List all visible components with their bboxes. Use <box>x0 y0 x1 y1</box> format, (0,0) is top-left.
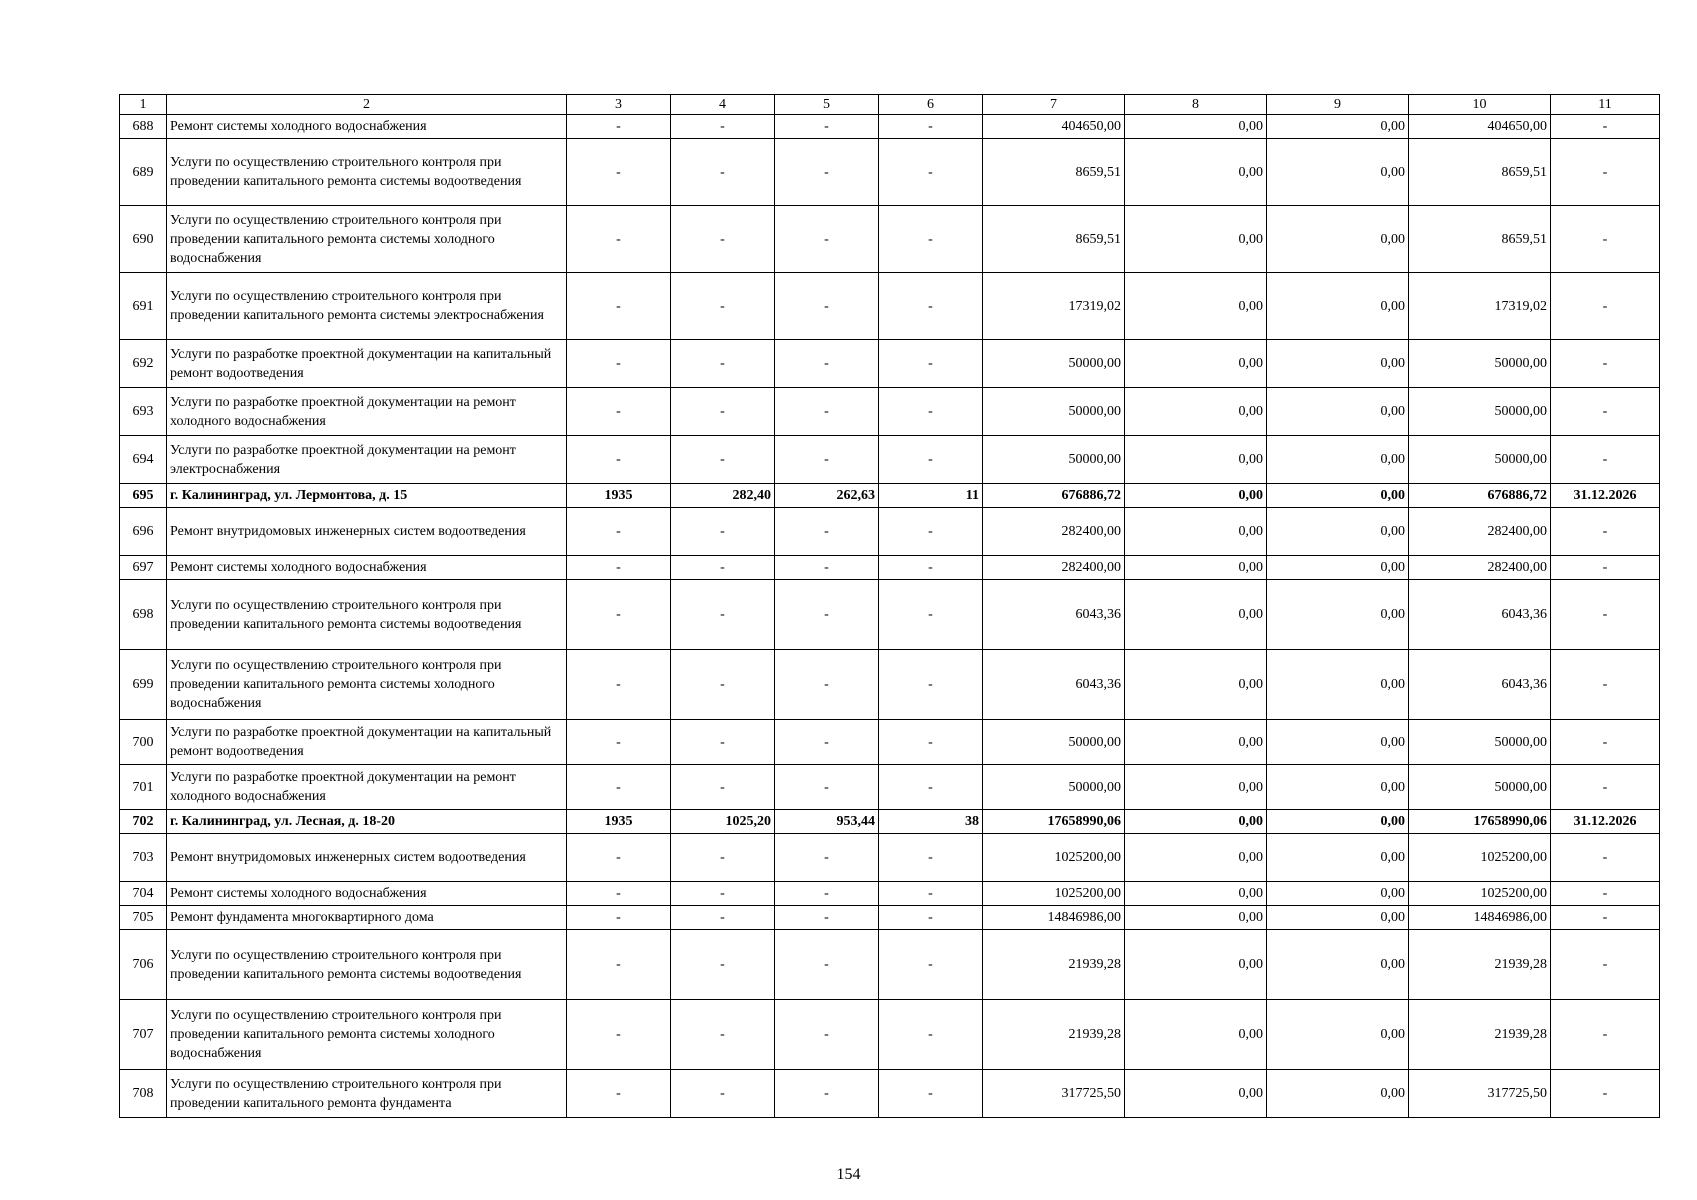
column-4-cell: - <box>671 650 775 720</box>
column-8-cell: 0,00 <box>1125 206 1267 273</box>
work-name-cell: Ремонт фундамента многоквартирного дома <box>167 906 567 930</box>
row-number-cell: 692 <box>120 340 167 388</box>
column-10-cell: 14846986,00 <box>1409 906 1551 930</box>
deadline-cell: - <box>1551 580 1660 650</box>
column-10-cell: 17319,02 <box>1409 273 1551 340</box>
column-9-cell: 0,00 <box>1267 436 1409 484</box>
column-3-cell: - <box>567 436 671 484</box>
column-6-cell: - <box>879 139 983 206</box>
column-10-cell: 21939,28 <box>1409 1000 1551 1070</box>
column-4-cell: 282,40 <box>671 484 775 508</box>
column-header: 5 <box>775 95 879 115</box>
row-number-cell: 706 <box>120 930 167 1000</box>
deadline-cell: - <box>1551 834 1660 882</box>
table-row <box>120 139 1660 206</box>
table-row <box>120 388 1660 436</box>
column-5-cell: - <box>775 650 879 720</box>
column-header: 9 <box>1267 95 1409 115</box>
table-body <box>120 115 1660 1118</box>
column-6-cell: 38 <box>879 810 983 834</box>
column-8-cell: 0,00 <box>1125 139 1267 206</box>
table-row <box>120 1070 1660 1118</box>
column-9-cell: 0,00 <box>1267 139 1409 206</box>
column-10-cell: 8659,51 <box>1409 206 1551 273</box>
column-10-cell: 6043,36 <box>1409 650 1551 720</box>
work-name-cell: Услуги по осуществлению строительного контроля при проведении капитального ремонта системы водоотведения <box>167 139 567 206</box>
work-name-cell: Ремонт внутридомовых инженерных систем водоотведения <box>167 834 567 882</box>
column-8-cell: 0,00 <box>1125 882 1267 906</box>
column-9-cell: 0,00 <box>1267 388 1409 436</box>
column-4-cell: - <box>671 906 775 930</box>
column-5-cell: 262,63 <box>775 484 879 508</box>
work-name-cell: Услуги по разработке проектной документации на ремонт холодного водоснабжения <box>167 388 567 436</box>
table-row <box>120 906 1660 930</box>
column-9-cell: 0,00 <box>1267 720 1409 765</box>
column-5-cell: - <box>775 139 879 206</box>
column-8-cell: 0,00 <box>1125 834 1267 882</box>
column-7-cell: 50000,00 <box>983 340 1125 388</box>
column-8-cell: 0,00 <box>1125 115 1267 139</box>
column-8-cell: 0,00 <box>1125 388 1267 436</box>
table-row <box>120 556 1660 580</box>
column-7-cell: 282400,00 <box>983 556 1125 580</box>
column-8-cell: 0,00 <box>1125 1000 1267 1070</box>
column-4-cell: - <box>671 115 775 139</box>
row-number-cell: 700 <box>120 720 167 765</box>
column-8-cell: 0,00 <box>1125 273 1267 340</box>
column-10-cell: 50000,00 <box>1409 388 1551 436</box>
column-7-cell: 17319,02 <box>983 273 1125 340</box>
column-5-cell: - <box>775 1070 879 1118</box>
column-6-cell: - <box>879 580 983 650</box>
column-4-cell: - <box>671 882 775 906</box>
column-10-cell: 50000,00 <box>1409 436 1551 484</box>
column-10-cell: 21939,28 <box>1409 930 1551 1000</box>
deadline-cell: - <box>1551 1070 1660 1118</box>
column-3-cell: - <box>567 930 671 1000</box>
deadline-cell: - <box>1551 388 1660 436</box>
deadline-cell: - <box>1551 340 1660 388</box>
column-header: 10 <box>1409 95 1551 115</box>
table-row <box>120 720 1660 765</box>
column-6-cell: - <box>879 882 983 906</box>
column-10-cell: 1025200,00 <box>1409 882 1551 906</box>
column-10-cell: 50000,00 <box>1409 720 1551 765</box>
column-9-cell: 0,00 <box>1267 650 1409 720</box>
deadline-cell: - <box>1551 115 1660 139</box>
column-6-cell: - <box>879 508 983 556</box>
column-9-cell: 0,00 <box>1267 206 1409 273</box>
table-row <box>120 340 1660 388</box>
column-8-cell: 0,00 <box>1125 340 1267 388</box>
work-name-cell: Услуги по осуществлению строительного контроля при проведении капитального ремонта системы водоотведения <box>167 930 567 1000</box>
deadline-cell: - <box>1551 1000 1660 1070</box>
table-row <box>120 206 1660 273</box>
column-6-cell: - <box>879 556 983 580</box>
column-header: 11 <box>1551 95 1660 115</box>
column-8-cell: 0,00 <box>1125 556 1267 580</box>
column-4-cell: - <box>671 388 775 436</box>
row-number-cell: 691 <box>120 273 167 340</box>
column-4-cell: - <box>671 508 775 556</box>
column-7-cell: 50000,00 <box>983 388 1125 436</box>
column-7-cell: 21939,28 <box>983 1000 1125 1070</box>
deadline-cell: 31.12.2026 <box>1551 484 1660 508</box>
column-3-cell: - <box>567 1000 671 1070</box>
table-row <box>120 508 1660 556</box>
deadline-cell: - <box>1551 720 1660 765</box>
table-row <box>120 882 1660 906</box>
column-7-cell: 676886,72 <box>983 484 1125 508</box>
column-9-cell: 0,00 <box>1267 115 1409 139</box>
table-row <box>120 650 1660 720</box>
column-4-cell: - <box>671 139 775 206</box>
column-9-cell: 0,00 <box>1267 484 1409 508</box>
column-10-cell: 8659,51 <box>1409 139 1551 206</box>
column-9-cell: 0,00 <box>1267 810 1409 834</box>
column-9-cell: 0,00 <box>1267 556 1409 580</box>
work-name-cell: Услуги по разработке проектной документации на капитальный ремонт водоотведения <box>167 720 567 765</box>
work-name-cell: Ремонт системы холодного водоснабжения <box>167 882 567 906</box>
row-number-cell: 693 <box>120 388 167 436</box>
column-5-cell: - <box>775 273 879 340</box>
column-5-cell: - <box>775 906 879 930</box>
column-5-cell: - <box>775 508 879 556</box>
column-3-cell: - <box>567 388 671 436</box>
column-3-cell: - <box>567 834 671 882</box>
column-7-cell: 8659,51 <box>983 206 1125 273</box>
column-10-cell: 317725,50 <box>1409 1070 1551 1118</box>
column-3-cell: - <box>567 720 671 765</box>
column-4-cell: - <box>671 436 775 484</box>
column-3-cell: - <box>567 765 671 810</box>
column-7-cell: 6043,36 <box>983 580 1125 650</box>
row-number-cell: 701 <box>120 765 167 810</box>
column-10-cell: 282400,00 <box>1409 556 1551 580</box>
data-table <box>119 94 1660 1118</box>
column-3-cell: - <box>567 580 671 650</box>
column-10-cell: 404650,00 <box>1409 115 1551 139</box>
work-name-cell: Ремонт системы холодного водоснабжения <box>167 115 567 139</box>
column-4-cell: - <box>671 340 775 388</box>
work-name-cell: Ремонт внутридомовых инженерных систем водоотведения <box>167 508 567 556</box>
work-name-cell: Ремонт системы холодного водоснабжения <box>167 556 567 580</box>
work-name-cell: Услуги по осуществлению строительного контроля при проведении капитального ремонта системы холодного водоснабжения <box>167 1000 567 1070</box>
column-3-cell: - <box>567 906 671 930</box>
column-8-cell: 0,00 <box>1125 580 1267 650</box>
column-7-cell: 50000,00 <box>983 720 1125 765</box>
table-row <box>120 484 1660 508</box>
column-3-cell: - <box>567 273 671 340</box>
column-3-cell: - <box>567 1070 671 1118</box>
column-4-cell: - <box>671 930 775 1000</box>
column-5-cell: 953,44 <box>775 810 879 834</box>
column-8-cell: 0,00 <box>1125 930 1267 1000</box>
row-number-cell: 707 <box>120 1000 167 1070</box>
column-4-cell: - <box>671 765 775 810</box>
row-number-cell: 697 <box>120 556 167 580</box>
column-6-cell: - <box>879 436 983 484</box>
column-9-cell: 0,00 <box>1267 1070 1409 1118</box>
column-4-cell: 1025,20 <box>671 810 775 834</box>
column-10-cell: 50000,00 <box>1409 765 1551 810</box>
column-7-cell: 1025200,00 <box>983 834 1125 882</box>
column-7-cell: 21939,28 <box>983 930 1125 1000</box>
column-6-cell: - <box>879 340 983 388</box>
column-header: 8 <box>1125 95 1267 115</box>
work-name-cell: Услуги по осуществлению строительного контроля при проведении капитального ремонта фундамента <box>167 1070 567 1118</box>
deadline-cell: - <box>1551 930 1660 1000</box>
row-number-cell: 704 <box>120 882 167 906</box>
column-4-cell: - <box>671 273 775 340</box>
column-5-cell: - <box>775 580 879 650</box>
column-6-cell: - <box>879 206 983 273</box>
column-10-cell: 50000,00 <box>1409 340 1551 388</box>
work-name-cell: г. Калининград, ул. Лесная, д. 18-20 <box>167 810 567 834</box>
column-10-cell: 1025200,00 <box>1409 834 1551 882</box>
column-8-cell: 0,00 <box>1125 484 1267 508</box>
column-7-cell: 6043,36 <box>983 650 1125 720</box>
row-number-cell: 699 <box>120 650 167 720</box>
column-9-cell: 0,00 <box>1267 1000 1409 1070</box>
column-5-cell: - <box>775 340 879 388</box>
column-7-cell: 1025200,00 <box>983 882 1125 906</box>
row-number-cell: 688 <box>120 115 167 139</box>
column-10-cell: 676886,72 <box>1409 484 1551 508</box>
deadline-cell: - <box>1551 765 1660 810</box>
row-number-cell: 705 <box>120 906 167 930</box>
column-6-cell: - <box>879 930 983 1000</box>
column-8-cell: 0,00 <box>1125 436 1267 484</box>
column-3-cell: - <box>567 115 671 139</box>
column-3-cell: 1935 <box>567 810 671 834</box>
column-3-cell: - <box>567 340 671 388</box>
column-5-cell: - <box>775 834 879 882</box>
column-3-cell: - <box>567 882 671 906</box>
column-10-cell: 282400,00 <box>1409 508 1551 556</box>
table-row <box>120 765 1660 810</box>
column-9-cell: 0,00 <box>1267 273 1409 340</box>
column-8-cell: 0,00 <box>1125 906 1267 930</box>
column-4-cell: - <box>671 720 775 765</box>
column-10-cell: 6043,36 <box>1409 580 1551 650</box>
column-7-cell: 17658990,06 <box>983 810 1125 834</box>
column-4-cell: - <box>671 556 775 580</box>
column-6-cell: - <box>879 906 983 930</box>
column-9-cell: 0,00 <box>1267 882 1409 906</box>
work-name-cell: Услуги по разработке проектной документации на ремонт холодного водоснабжения <box>167 765 567 810</box>
column-5-cell: - <box>775 765 879 810</box>
column-5-cell: - <box>775 882 879 906</box>
table-row <box>120 273 1660 340</box>
column-8-cell: 0,00 <box>1125 810 1267 834</box>
work-name-cell: Услуги по разработке проектной документации на ремонт электроснабжения <box>167 436 567 484</box>
table-row <box>120 115 1660 139</box>
column-5-cell: - <box>775 206 879 273</box>
column-4-cell: - <box>671 834 775 882</box>
deadline-cell: - <box>1551 139 1660 206</box>
column-7-cell: 317725,50 <box>983 1070 1125 1118</box>
column-4-cell: - <box>671 1070 775 1118</box>
column-6-cell: - <box>879 115 983 139</box>
table-row <box>120 580 1660 650</box>
column-6-cell: - <box>879 834 983 882</box>
row-number-cell: 703 <box>120 834 167 882</box>
column-7-cell: 282400,00 <box>983 508 1125 556</box>
column-5-cell: - <box>775 115 879 139</box>
deadline-cell: - <box>1551 273 1660 340</box>
deadline-cell: - <box>1551 882 1660 906</box>
column-5-cell: - <box>775 556 879 580</box>
column-6-cell: - <box>879 765 983 810</box>
row-number-cell: 696 <box>120 508 167 556</box>
column-9-cell: 0,00 <box>1267 906 1409 930</box>
column-7-cell: 50000,00 <box>983 436 1125 484</box>
column-3-cell: - <box>567 650 671 720</box>
column-4-cell: - <box>671 1000 775 1070</box>
row-number-cell: 690 <box>120 206 167 273</box>
table-row <box>120 1000 1660 1070</box>
page-number: 154 <box>836 1166 861 1183</box>
column-8-cell: 0,00 <box>1125 508 1267 556</box>
column-3-cell: - <box>567 556 671 580</box>
column-9-cell: 0,00 <box>1267 765 1409 810</box>
column-5-cell: - <box>775 930 879 1000</box>
column-header: 7 <box>983 95 1125 115</box>
row-number-cell: 708 <box>120 1070 167 1118</box>
header-row <box>120 95 1660 115</box>
column-9-cell: 0,00 <box>1267 834 1409 882</box>
column-header: 2 <box>167 95 567 115</box>
column-3-cell: - <box>567 139 671 206</box>
column-6-cell: - <box>879 650 983 720</box>
column-header: 4 <box>671 95 775 115</box>
column-6-cell: - <box>879 1070 983 1118</box>
table-row <box>120 930 1660 1000</box>
column-3-cell: - <box>567 206 671 273</box>
column-8-cell: 0,00 <box>1125 765 1267 810</box>
table-row <box>120 834 1660 882</box>
column-header: 6 <box>879 95 983 115</box>
column-6-cell: - <box>879 273 983 340</box>
column-3-cell: 1935 <box>567 484 671 508</box>
deadline-cell: - <box>1551 906 1660 930</box>
column-5-cell: - <box>775 388 879 436</box>
column-8-cell: 0,00 <box>1125 720 1267 765</box>
row-number-cell: 695 <box>120 484 167 508</box>
column-6-cell: - <box>879 388 983 436</box>
column-4-cell: - <box>671 206 775 273</box>
column-6-cell: 11 <box>879 484 983 508</box>
deadline-cell: - <box>1551 436 1660 484</box>
work-name-cell: Услуги по осуществлению строительного контроля при проведении капитального ремонта системы электроснабжения <box>167 273 567 340</box>
work-name-cell: Услуги по осуществлению строительного контроля при проведении капитального ремонта системы холодного водоснабжения <box>167 206 567 273</box>
column-5-cell: - <box>775 1000 879 1070</box>
column-4-cell: - <box>671 580 775 650</box>
column-7-cell: 404650,00 <box>983 115 1125 139</box>
work-name-cell: г. Калининград, ул. Лермонтова, д. 15 <box>167 484 567 508</box>
deadline-cell: - <box>1551 650 1660 720</box>
row-number-cell: 702 <box>120 810 167 834</box>
column-7-cell: 8659,51 <box>983 139 1125 206</box>
work-name-cell: Услуги по осуществлению строительного контроля при проведении капитального ремонта системы водоотведения <box>167 580 567 650</box>
column-3-cell: - <box>567 508 671 556</box>
column-header: 1 <box>120 95 167 115</box>
row-number-cell: 698 <box>120 580 167 650</box>
column-8-cell: 0,00 <box>1125 1070 1267 1118</box>
deadline-cell: - <box>1551 556 1660 580</box>
column-6-cell: - <box>879 1000 983 1070</box>
deadline-cell: - <box>1551 206 1660 273</box>
column-7-cell: 50000,00 <box>983 765 1125 810</box>
column-5-cell: - <box>775 720 879 765</box>
column-5-cell: - <box>775 436 879 484</box>
row-number-cell: 689 <box>120 139 167 206</box>
column-6-cell: - <box>879 720 983 765</box>
table-row <box>120 810 1660 834</box>
work-name-cell: Услуги по разработке проектной документации на капитальный ремонт водоотведения <box>167 340 567 388</box>
column-8-cell: 0,00 <box>1125 650 1267 720</box>
column-9-cell: 0,00 <box>1267 340 1409 388</box>
column-9-cell: 0,00 <box>1267 508 1409 556</box>
column-9-cell: 0,00 <box>1267 930 1409 1000</box>
column-header: 3 <box>567 95 671 115</box>
column-7-cell: 14846986,00 <box>983 906 1125 930</box>
deadline-cell: - <box>1551 508 1660 556</box>
work-name-cell: Услуги по осуществлению строительного контроля при проведении капитального ремонта системы холодного водоснабжения <box>167 650 567 720</box>
table-row <box>120 436 1660 484</box>
row-number-cell: 694 <box>120 436 167 484</box>
column-9-cell: 0,00 <box>1267 580 1409 650</box>
deadline-cell: 31.12.2026 <box>1551 810 1660 834</box>
column-10-cell: 17658990,06 <box>1409 810 1551 834</box>
